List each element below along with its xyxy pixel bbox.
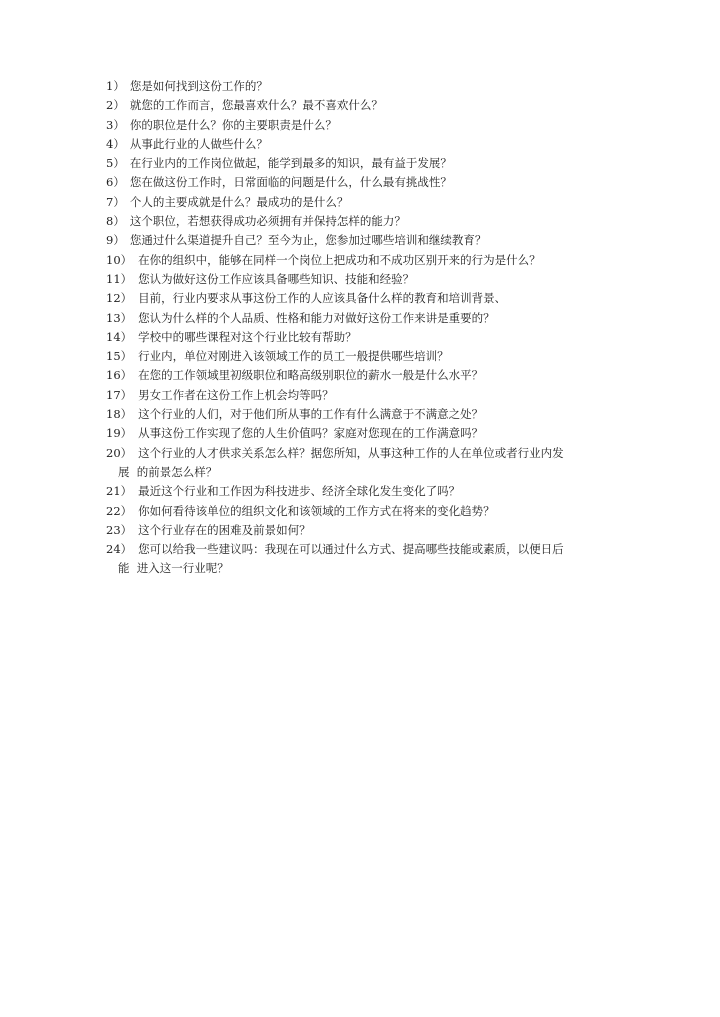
- question-text: 这个行业存在的困难及前景如何？: [138, 522, 311, 537]
- question-item: [106, 270, 626, 289]
- question-text: 行业内，单位对刚进入该领域工作的员工一般提供哪些培训？: [138, 349, 449, 364]
- question-item: [106, 96, 626, 115]
- question-number: 11）: [106, 271, 133, 286]
- question-text: 在行业内的工作岗位做起，能学到最多的知识，最有益于发展？: [129, 156, 452, 171]
- question-item: [106, 231, 626, 250]
- question-text: 个人的主要成就是什么？最成功的是什么？: [129, 194, 349, 209]
- question-number: 21）: [106, 484, 133, 499]
- question-text: 在你的组织中，能够在同样一个岗位上把成功和不成功区别开来的行为是什么？: [138, 252, 541, 267]
- question-text: 您是如何找到这份工作的？: [129, 79, 268, 93]
- question-item: [106, 289, 626, 308]
- question-number: 1）: [106, 79, 125, 93]
- question-text: 这个职位，若想获得成功必须拥有并保持怎样的能力？: [129, 214, 406, 229]
- question-text: 从事这份工作实现了您的人生价值吗？家庭对您现在的工作满意吗？: [138, 426, 484, 441]
- question-text: 就您的工作而言，您最喜欢什么？最不喜欢什么？: [129, 98, 383, 113]
- question-number: 16）: [106, 368, 133, 383]
- question-item: [106, 386, 626, 405]
- question-item: [106, 251, 626, 270]
- question-text: 男女工作者在这份工作上机会均等吗？: [138, 387, 334, 402]
- question-list: [106, 77, 626, 579]
- question-number: 14）: [106, 329, 133, 344]
- question-number: 23）: [106, 522, 133, 537]
- question-item: [106, 193, 626, 212]
- question-number: 17）: [106, 387, 133, 402]
- question-item: [106, 540, 626, 579]
- question-text: 目前，行业内要求从事这份工作的人应该具备什么样的教育和培训背景、: [138, 291, 507, 306]
- question-item: [106, 502, 626, 521]
- question-text: 在您的工作领域里初级职位和略高级别职位的薪水一般是什么水平？: [138, 368, 484, 383]
- question-number: 20）: [106, 445, 133, 460]
- question-text-continuation: 能 进入这一行业呢？: [118, 561, 229, 576]
- question-line: [106, 540, 564, 559]
- question-item: [106, 521, 626, 540]
- question-text-continuation: 展 的前景怎么样？: [118, 464, 218, 479]
- question-number: 3）: [106, 117, 125, 132]
- question-text: 您认为什么样的个人品质、性格和能力对做好这份工作来讲是重要的？: [138, 310, 495, 325]
- question-number: 22）: [106, 503, 133, 518]
- question-item: [106, 77, 626, 96]
- question-item: [106, 154, 626, 173]
- question-number: 12）: [106, 291, 133, 306]
- question-number: 15）: [106, 349, 133, 364]
- question-number: 24）: [106, 542, 133, 557]
- question-number: 4）: [106, 136, 125, 151]
- question-number: 9）: [106, 233, 125, 248]
- question-item: [106, 424, 626, 443]
- question-item: [106, 116, 626, 135]
- question-text: 您在做这份工作时，日常面临的问题是什么，什么最有挑战性？: [129, 175, 452, 190]
- question-text: 您认为做好这份工作应该具备哪些知识、技能和经验？: [138, 271, 415, 286]
- question-number: 10）: [106, 252, 133, 267]
- question-text: 最近这个行业和工作因为科技进步、经济全球化发生变化了吗？: [138, 484, 461, 499]
- question-item: [106, 444, 626, 483]
- question-number: 8）: [106, 214, 125, 229]
- question-text: 学校中的哪些课程对这个行业比较有帮助？: [138, 329, 357, 344]
- question-number: 7）: [106, 194, 125, 209]
- question-item: [106, 173, 626, 192]
- question-item: [106, 212, 626, 231]
- question-text: 你的职位是什么？你的主要职责是什么？: [129, 117, 337, 132]
- question-text: 你如何看待该单位的组织文化和该领域的工作方式在将来的变化趋势？: [138, 503, 495, 518]
- question-number: 2）: [106, 98, 125, 113]
- question-line: [106, 444, 564, 463]
- question-text: 这个行业的人们，对于他们所从事的工作有什么满意于不满意之处？: [138, 407, 484, 422]
- question-item: [106, 405, 626, 424]
- question-number: 5）: [106, 156, 125, 171]
- question-text: 您可以给我一些建议吗：我现在可以通过什么方式、提高哪些技能或素质，以便日后: [138, 542, 564, 557]
- question-text: 这个行业的人才供求关系怎么样？据您所知，从事这种工作的人在单位或者行业内发: [138, 445, 564, 460]
- question-item: [106, 135, 626, 154]
- question-number: 18）: [106, 407, 133, 422]
- question-item: [106, 309, 626, 328]
- question-number: 6）: [106, 175, 125, 190]
- question-number: 13）: [106, 310, 133, 325]
- question-item: [106, 328, 626, 347]
- question-item: [106, 482, 626, 501]
- question-item: [106, 366, 626, 385]
- question-text: 从事此行业的人做些什么？: [129, 136, 268, 151]
- question-item: [106, 347, 626, 366]
- question-text: 您通过什么渠道提升自己？至今为止，您参加过哪些培训和继续教育？: [129, 233, 487, 248]
- question-number: 19）: [106, 426, 133, 441]
